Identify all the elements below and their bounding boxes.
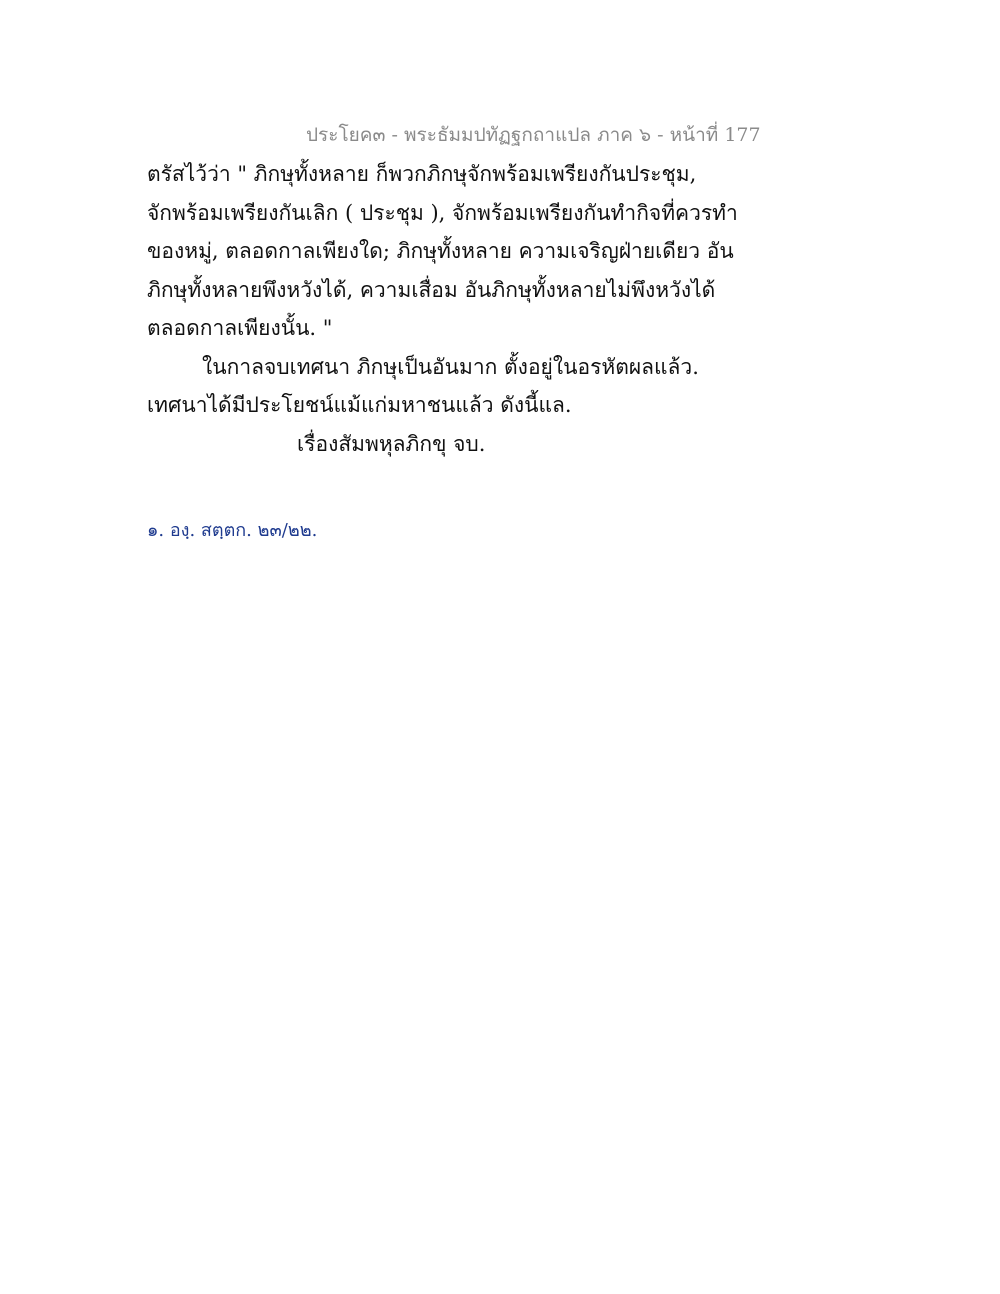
body-line-4: ภิกษุทั้งหลายพึงหวังได้, ความเสื่อม อันภิกษุทั้งหลายไม่พึงหวังได้ [147, 277, 716, 302]
body-text [147, 155, 738, 463]
story-end-line: เรื่องสัมพหุลภิกขุ จบ. [297, 431, 486, 456]
body-line-5: ตลอดกาลเพียงนั้น. " [147, 316, 333, 340]
body-line-2: จักพร้อมเพรียงกันเลิก ( ประชุม ), จักพร้อมเพรียงกันทำกิจที่ควรทำ [147, 200, 738, 225]
running-header: ประโยค๓ - พระธัมมปทัฏฐกถาแปล ภาค ๖ - หน้าที่ 177 [306, 124, 761, 146]
body-line-7: เทศนาได้มีประโยชน์แม้แก่มหาชนแล้ว ดังนี้แล. [147, 393, 572, 417]
footnote: ๑. องฺ. สตฺตก. ๒๓/๒๒. [147, 520, 318, 541]
body-line-1: ตรัสไว้ว่า " ภิกษุทั้งหลาย ก็พวกภิกษุจักพร้อมเพรียงกันประชุม, [147, 162, 697, 186]
body-line-3: ของหมู่, ตลอดกาลเพียงใด; ภิกษุทั้งหลาย ความเจริญฝ่ายเดียว อัน [147, 239, 734, 263]
body-line-6: ในกาลจบเทศนา ภิกษุเป็นอันมาก ตั้งอยู่ในอรหัตผลแล้ว. [202, 354, 699, 379]
